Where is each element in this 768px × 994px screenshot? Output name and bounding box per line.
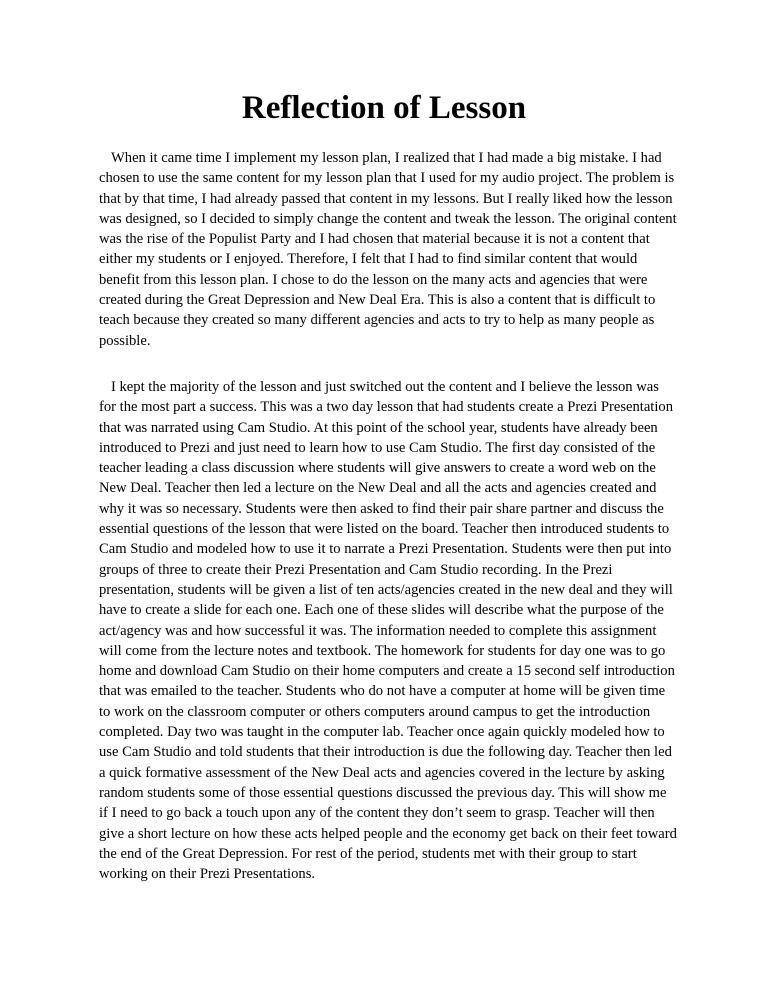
document-title: Reflection of Lesson bbox=[241, 90, 527, 126]
paragraph-2: I kept the majority of the lesson and just switched out the content and I believe the lesson was for the most part a success. This was a two day lesson that had students create a Prezi Presentation that was narrated using Cam Studio. At this point of the school year, students have already been introduced to Prezi and just need to learn how to use Cam Studio. The first day consisted of the teacher leading a class discussion where students will give answers to create a word web on the New Deal. Teacher then led a lecture on the New Deal and all the acts and agencies created and why it was so necessary. Students were then asked to find their pair share partner and discuss the essential questions of the lesson that were listed on the board. Teacher then introduced students to Cam Studio and modeled how to use it to narrate a Prezi Presentation. Students were then put into groups of three to create their Prezi Presentation and Cam Studio recording. In the Prezi presentation, students will be given a list of ten acts/agencies created in the new deal and they will have to create a slide for each one. Each one of these slides will describe what the purpose of the act/agency was and how successful it was. The information needed to complete this assignment will come from the lecture notes and textbook. The homework for students for day one was to go home and download Cam Studio on their home computers and create a 15 second self introduction that was emailed to the teacher. Students who do not have a computer at home will be given time to work on the classroom computer or others computers around campus to get the introduction completed. Day two was taught in the computer lab. Teacher once again quickly modeled how to use Cam Studio and told students that their introduction is due the following day. Teacher then led a quick formative assessment of the New Deal acts and agencies covered in the lecture by asking random students some of those essential questions discussed the previous day. This will show me if I need to go back a touch upon any of the content they don’t seem to grasp. Teacher will then give a short lecture on how these acts helped people and the economy get back on their feet toward the end of the Great Depression. For rest of the period, students met with their group to start working on their Prezi Presentations. bbox=[99, 379, 677, 883]
paragraph-1: When it came time I implement my lesson plan, I realized that I had made a big mistake. I had chosen to use the same content for my lesson plan that I used for my audio project. The problem is that by that time, I had already passed that content in my lessons. But I really liked how the lesson was designed, so I decided to simply change the content and tweak the lesson. The original content was the rise of the Populist Party and I had chosen that material because it is not a content that either my students or I enjoyed. Therefore, I felt that I had to find similar content that would benefit from this lesson plan. I chose to do the lesson on the many acts and agencies that were created during the Great Depression and New Deal Era. This is also a content that is difficult to teach because they created so many different agencies and acts to try to help as many people as possible. bbox=[99, 150, 677, 349]
